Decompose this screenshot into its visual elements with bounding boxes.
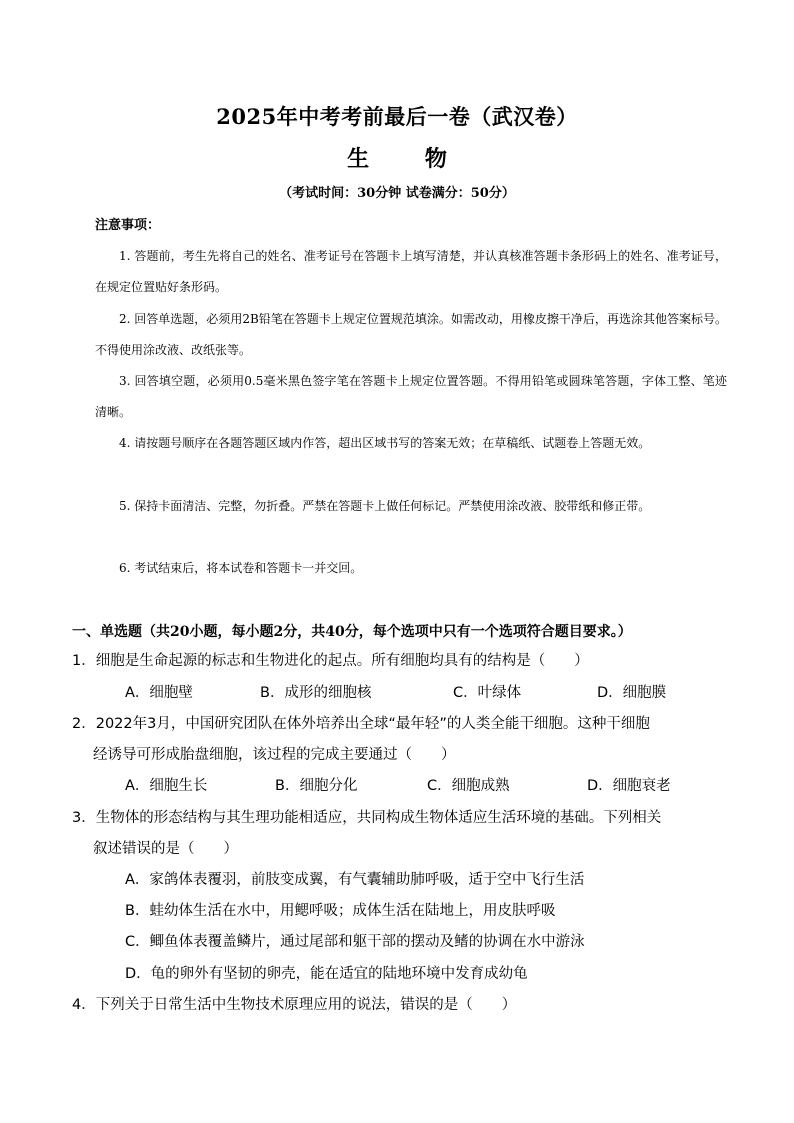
question-1	[72, 646, 732, 677]
notice-item-4: 4. 请按题号顺序在各题答题区域内作答，超出区域书写的答案无效；在草稿纸、试题卷上答题无效。	[119, 436, 651, 450]
option-c: C．细胞成熟	[427, 778, 510, 794]
question-text: 2．2022年3月，中国研究团队在体外培养出全球“最年轻”的人类全能干细胞。这种干细胞	[72, 716, 650, 732]
question-text: 3．生物体的形态结构与其生理功能相适应，共同构成生物体适应生活环境的基础。下列相关	[72, 810, 662, 826]
option-d: D．细胞衰老	[587, 778, 671, 794]
question-text-continued: 叙述错误的是（ ）	[93, 841, 238, 857]
notice-item-1: 1. 答题前，考生先将自己的姓名、准考证号在答题卡上填写清楚，并认真核准答题卡条形码上的姓名、准考证号，在规定位置贴好条形码。	[95, 249, 727, 294]
option-c: C．叶绿体	[453, 685, 522, 701]
question-3	[72, 803, 732, 865]
question-2	[72, 709, 732, 771]
question-text: 1．细胞是生命起源的标志和生物进化的起点。所有细胞均具有的结构是（ ）	[72, 653, 589, 669]
question-2-options	[125, 771, 725, 802]
option-a: A．家鸽体表覆羽，前肢变成翼，有气囊辅助肺呼吸，适于空中飞行生活	[125, 872, 585, 888]
subject-label: 生 物	[347, 146, 471, 172]
subject-title	[0, 144, 794, 174]
question-4	[72, 990, 732, 1021]
option-d: D．龟的卵外有坚韧的卵壳，能在适宜的陆地环境中发育成幼龟	[125, 966, 528, 982]
question-text-continued: 经诱导可形成胎盘细胞，该过程的完成主要通过（ ）	[93, 747, 456, 763]
notice-item-6: 6. 考试结束后，将本试卷和答题卡一并交回。	[119, 561, 363, 575]
notice-item-5: 5. 保持卡面清洁、完整，勿折叠。严禁在答题卡上做任何标记。严禁使用涂改液、胶带纸和修正带。	[119, 499, 651, 513]
option-a: A．细胞生长	[125, 778, 208, 794]
notice-item-2: 2. 回答单选题，必须用2B铅笔在答题卡上规定位置规范填涂。如需改动，用橡皮擦干净后，再选涂其他答案标号。不得使用涂改液、改纸张等。	[95, 312, 727, 357]
option-b: B．蛙幼体生活在水中，用鳃呼吸；成体生活在陆地上，用皮肤呼吸	[125, 903, 556, 919]
exam-time-and-score: （考试时间：30分钟 试卷满分：50分）	[279, 186, 515, 201]
option-c: C．鲫鱼体表覆盖鳞片，通过尾部和躯干部的摆动及鳍的协调在水中游泳	[125, 934, 585, 950]
option-b: B．细胞分化	[275, 778, 358, 794]
option-d: D．细胞膜	[597, 685, 667, 701]
question-1-options	[125, 678, 725, 709]
section-heading: 一、单选题（共20小题，每小题2分，共40分，每个选项中只有一个选项符合题目要求。）	[72, 624, 632, 640]
notice-item-3: 3. 回答填空题，必须用0.5毫米黑色签字笔在答题卡上规定位置答题。不得用铅笔或圆珠笔答题，字体工整、笔迹清晰。	[95, 374, 727, 419]
exam-title: 2025年中考考前最后一卷（武汉卷）	[216, 104, 578, 129]
option-a: A．细胞壁	[125, 685, 193, 701]
notice-heading: 注意事项：	[95, 218, 161, 233]
question-text: 4．下列关于日常生活中生物技术原理应用的说法，错误的是（ ）	[72, 997, 517, 1013]
option-b: B．成形的细胞核	[260, 685, 372, 701]
